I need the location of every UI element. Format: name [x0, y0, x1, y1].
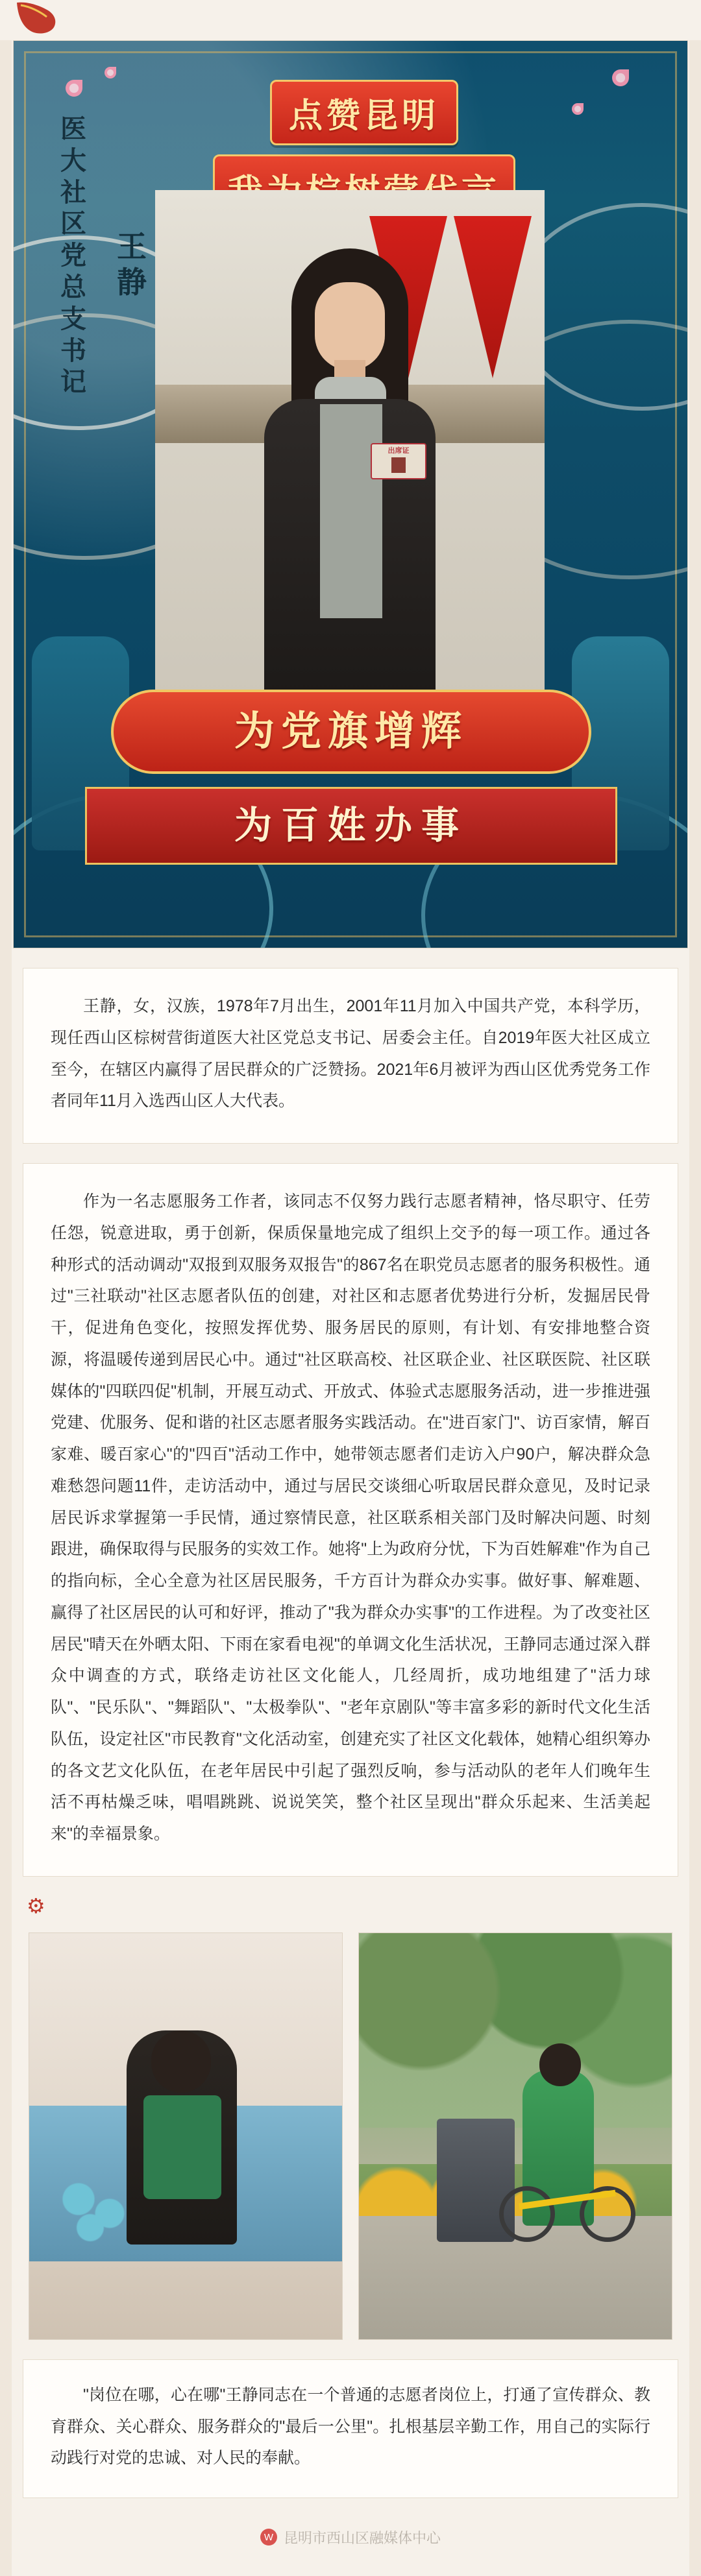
blossom-icon [612, 69, 629, 86]
person-head [151, 2030, 211, 2093]
bio-paragraph: 王静，女，汉族，1978年7月出生，2001年11月加入中国共产党，本科学历，现任西山区棕树营街道医大社区党总支书记、居委会主任。自2019年医大社区成立至今，在辖区内赢得了居民群众的广泛赞扬。2021年6月被评为西山区优秀党务工作者同年11月入选西山区人大代表。 [51, 997, 650, 1111]
gallery-photo-right [358, 1932, 672, 2340]
attendee-badge-photo [391, 457, 406, 473]
blossom-icon [66, 80, 82, 97]
subject-face [315, 282, 385, 370]
street-trees [359, 1933, 672, 2128]
blossom-icon [105, 67, 116, 78]
top-decorative-bar [0, 0, 701, 40]
closing-caption: "岗位在哪，心在哪"王静同志在一个普通的志愿者岗位上，打通了宣传群众、教育群众、关心群众、服务群众的"最后一公里"。扎根基层辛勤工作，用自己的实际行动践行对党的忠诚、对人民的奉献。 [51, 2385, 650, 2468]
portrait-subject [252, 248, 447, 696]
page-right-strip [689, 0, 701, 2576]
portrait-photo [155, 190, 545, 696]
hero-poster [13, 40, 688, 948]
ribbon-icon [14, 1, 60, 36]
bio-card [23, 968, 678, 1144]
photo-gallery [23, 1932, 678, 2340]
banner-line-1: 为党旗增辉 [111, 690, 591, 774]
green-volunteer-vest [143, 2095, 221, 2199]
weibo-icon: W [260, 2529, 277, 2546]
bicycle-wheel [499, 2186, 555, 2242]
blossom-icon [572, 103, 584, 115]
subject-title: 医大社区党总支书记 [60, 114, 88, 397]
gear-icon: ⚙ [27, 1894, 45, 1918]
craft-flowers [55, 2171, 133, 2242]
watermark-text: 昆明市西山区融媒体中心 [283, 2529, 441, 2546]
story-paragraph: 作为一名志愿服务工作者，该同志不仅努力践行志愿者精神，恪尽职守、任劳任怨，锐意进取，勇于创新，保质保量地完成了组织上交予的每一项工作。通过各种形式的活动调动"双报到双服务双报告"的867名在职党员志愿者的服务积极性。通过"三社联动"社区志愿者队伍的创建，对社区和志愿者优势进行分析，发掘居民骨干，促进角色变化，按照发挥优势、服务居民的原则，有计划、有安排地整合资源，将温暖传递到居民心中。通过"社区联高校、社区联企业、社区联医院、社区联媒体的"四联四促"机制，开展互动式、开放式、体验式志愿服务活动，进一步推进强党建、优服务、促和谐的社区志愿者服务实践活动。在"进百家门"、访百家情，解百家难、暖百家心"的"四百"活动工作中，她带领志愿者们走访入户90户，解决群众急难愁怨问题11件，走访活动中，通过与居民交谈细心听取居民群众意见，及时记录居民诉求掌握第一手民情，通过察情民意，社区联系相关部门及时解决问题、时刻跟进，确保取得与民服务的实效工作。她将"上为政府分忧，下为百姓解难"作为自己的指向标，全心全意为社区居民服务，千方百计为群众办实事。做好事、解难题、赢得了社区居民的认可和好评，推动了"我为群众办实事"的工作进程。为了改变社区居民"晴天在外晒太阳、下雨在家看电视"的单调文化生活状况，王静同志通过深入群众中调查的方式，联络走访社区文化能人，几经周折，成功地组建了"活力球队"、"民乐队"、"舞蹈队"、"太极拳队"、"老年京剧队"等丰富多彩的新时代文化生活队伍，设定社区"市民教育"文化活动室，创建充实了社区文化载体，她精心组织筹办的各文艺文化队伍，在老年居民中引起了强烈反响，参与活动队的老年人们晚年生活不再枯燥乏味，唱唱跳跳、说说笑笑，整个社区呈现出"群众乐起来、生活美起来"的幸福景象。 [51, 1192, 650, 1843]
attendee-badge [371, 443, 426, 479]
subject-name: 王静 [117, 230, 147, 300]
volunteer-head [539, 2043, 581, 2086]
closing-caption-card [23, 2359, 678, 2498]
attendee-badge-title: 出席证 [387, 447, 410, 455]
subject-sweater [320, 404, 382, 618]
gallery-photo-left [29, 1932, 343, 2340]
story-card [23, 1163, 678, 1877]
banner-line-2: 为百姓办事 [85, 787, 617, 865]
page-left-strip [0, 0, 12, 2576]
shared-bicycle-icon [499, 2145, 635, 2242]
section-divider [23, 1894, 678, 1922]
headline-line-1: 点赞昆明 [270, 80, 458, 145]
watermark-footer [0, 2498, 701, 2576]
